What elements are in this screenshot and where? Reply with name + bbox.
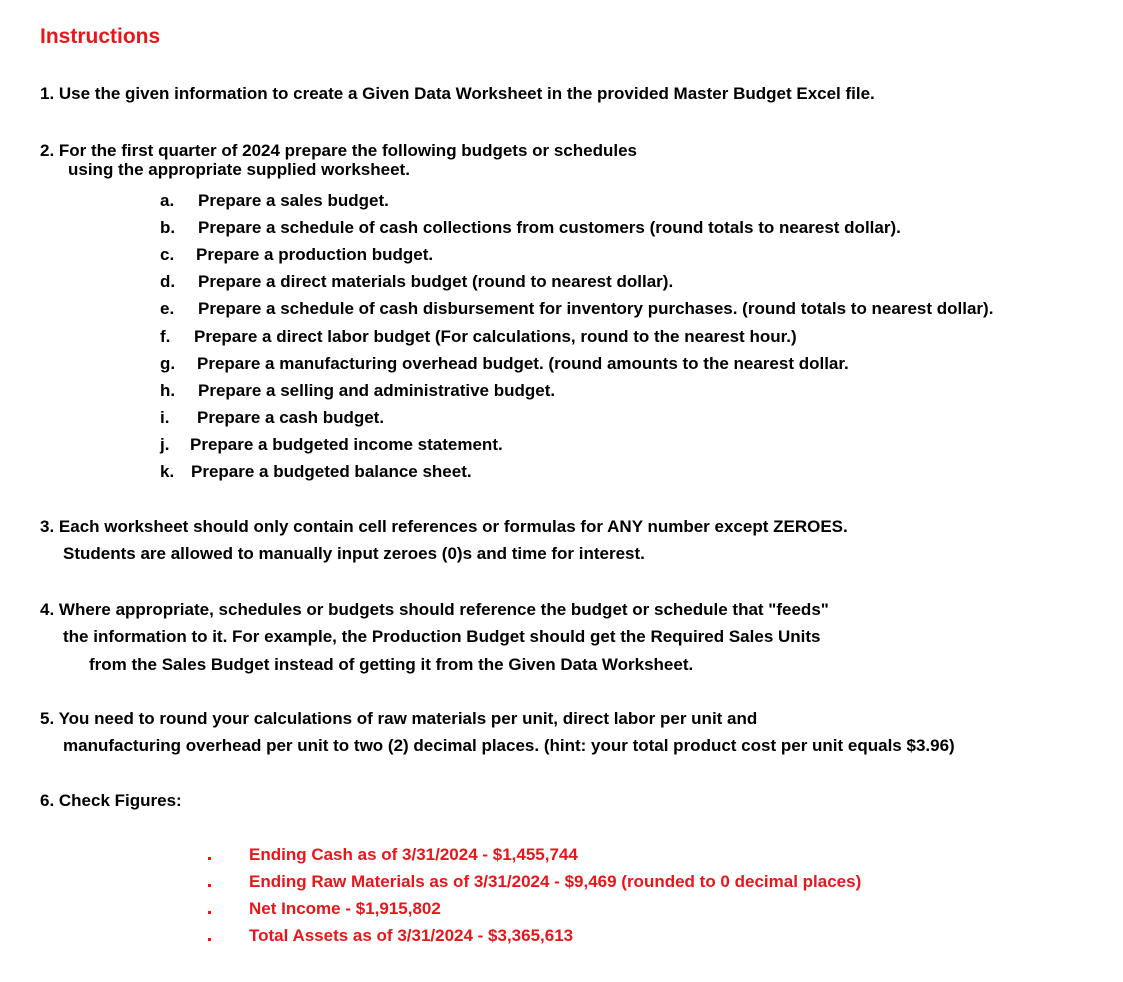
subitem-text: Prepare a direct labor budget (For calculations, round to the nearest hour.) (194, 327, 797, 346)
subitem-text: Prepare a schedule of cash disbursement for inventory purchases. (round totals to nearest dollar). (198, 299, 994, 318)
subitem-text: Prepare a budgeted income statement. (190, 435, 503, 454)
instruction-1: 1. Use the given information to create a Given Data Worksheet in the provided Master Budget Excel file. (40, 84, 875, 103)
subitem-text: Prepare a production budget. (196, 245, 434, 264)
instruction-4-line-2: the information to it. For example, the Production Budget should get the Required Sales Units (63, 627, 821, 646)
subitem-text: Prepare a selling and administrative budget. (198, 381, 556, 400)
instruction-6-label: 6. Check Figures: (40, 791, 182, 810)
check-figure: Net Income - $1,915,802 (249, 899, 441, 918)
instruction-3-line-1: 3. Each worksheet should only contain cell references or formulas for ANY number except ZEROES. (40, 517, 848, 536)
subitem-letter: a. (160, 191, 175, 210)
bullet-icon (208, 938, 211, 941)
bullet-icon (208, 884, 211, 887)
check-figure: Total Assets as of 3/31/2024 - $3,365,613 (249, 926, 574, 945)
subitem-letter: j. (160, 435, 170, 454)
subitem-text: Prepare a schedule of cash collections from customers (round totals to nearest dollar). (198, 218, 901, 237)
subitem-text: Prepare a manufacturing overhead budget. (round amounts to the nearest dollar. (197, 354, 849, 373)
subitem-text: Prepare a budgeted balance sheet. (191, 462, 472, 481)
check-figure: Ending Raw Materials as of 3/31/2024 - $9,469 (rounded to 0 decimal places) (249, 872, 862, 891)
instruction-5-line-2: manufacturing overhead per unit to two (2) decimal places. (hint: your total product cost per unit equals $3.96) (63, 736, 955, 755)
page-title: Instructions (40, 25, 161, 48)
subitem-letter: e. (160, 299, 175, 318)
instruction-3-line-2: Students are allowed to manually input zeroes (0)s and time for interest. (63, 544, 645, 563)
subitem-letter: c. (160, 245, 175, 264)
bullet-icon (208, 911, 211, 914)
subitem-text: Prepare a cash budget. (197, 408, 385, 427)
subitem-letter: d. (160, 272, 176, 291)
subitem-letter: k. (160, 462, 175, 481)
subitem-letter: g. (160, 354, 176, 373)
subitem-text: Prepare a sales budget. (198, 191, 389, 210)
bullet-icon (208, 857, 211, 860)
instruction-4-line-1: 4. Where appropriate, schedules or budgets should reference the budget or schedule that "feeds" (40, 600, 829, 619)
subitem-letter: b. (160, 218, 176, 237)
instruction-2-line-1: 2. For the first quarter of 2024 prepare the following budgets or schedules (40, 141, 638, 160)
check-figure: Ending Cash as of 3/31/2024 - $1,455,744 (249, 845, 578, 864)
instruction-4-line-3: from the Sales Budget instead of getting it from the Given Data Worksheet. (89, 655, 694, 674)
subitem-letter: f. (160, 327, 171, 346)
subitem-letter: i. (160, 408, 170, 427)
subitem-text: Prepare a direct materials budget (round to nearest dollar). (198, 272, 674, 291)
instruction-5-line-1: 5. You need to round your calculations of raw materials per unit, direct labor per unit and (40, 709, 758, 728)
subitem-letter: h. (160, 381, 176, 400)
instruction-2-line-2: using the appropriate supplied worksheet. (68, 160, 410, 179)
